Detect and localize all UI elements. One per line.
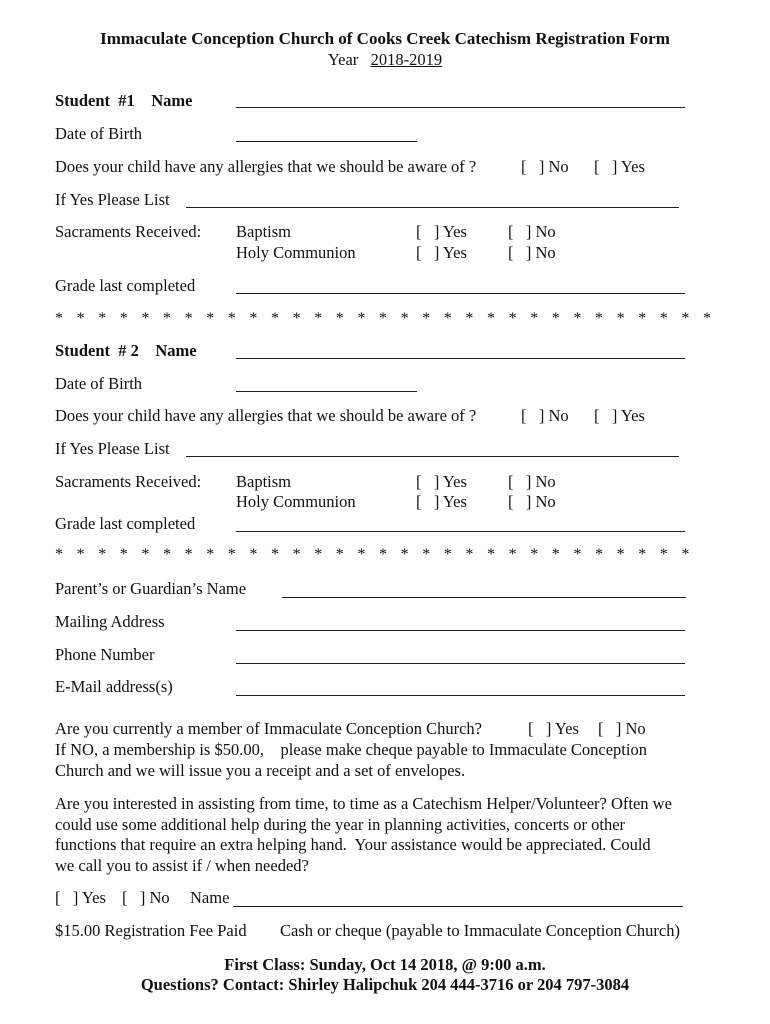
volunteer-name-field[interactable] [233, 906, 683, 907]
student2-dob-field[interactable] [236, 391, 417, 392]
student1-allergy-yes-checkbox[interactable]: [ ] Yes [594, 157, 645, 176]
student1-allergy-no-checkbox[interactable]: [ ] No [521, 157, 569, 176]
phone-field[interactable] [236, 663, 685, 664]
volunteer-yes-checkbox[interactable]: [ ] Yes [55, 888, 106, 907]
student2-allergy-yes-checkbox[interactable]: [ ] Yes [594, 406, 645, 425]
student1-heading: Student #1 Name [55, 91, 193, 110]
student2-allergy-question: Does your child have any allergies that we should be aware of ? [55, 406, 477, 425]
student2-grade-field[interactable] [236, 531, 685, 532]
student1-grade-label: Grade last completed [55, 276, 196, 295]
student2-grade-label: Grade last completed [55, 514, 196, 533]
fee-label: $15.00 Registration Fee Paid [55, 921, 247, 940]
student1-list-label: If Yes Please List [55, 190, 170, 209]
student2-dob-label: Date of Birth [55, 374, 143, 393]
year-label: Year [327, 50, 359, 69]
student1-name-field[interactable] [236, 107, 685, 108]
student1-allergy-question: Does your child have any allergies that we should be aware of ? [55, 157, 477, 176]
student1-baptism-no-checkbox[interactable]: [ ] No [508, 222, 556, 241]
mailing-address-field[interactable] [236, 630, 685, 631]
volunteer-name-label: Name [190, 888, 230, 907]
first-class-info: First Class: Sunday, Oct 14 2018, @ 9:00 a.m. [224, 955, 546, 974]
questions-contact: Questions? Contact: Shirley Halipchuk 204 444-3716 or 204 797-3084 [140, 975, 630, 994]
membership-question: Are you currently a member of Immaculate Conception Church? [55, 719, 483, 738]
student1-grade-field[interactable] [236, 293, 685, 294]
email-field[interactable] [236, 695, 685, 696]
student2-baptism-label: Baptism [236, 472, 292, 491]
student1-allergy-list-field[interactable] [186, 207, 679, 208]
volunteer-line3: functions that require an extra helping hand. Your assistance would be appreciated. Could [55, 835, 651, 854]
student2-baptism-no-checkbox[interactable]: [ ] No [508, 472, 556, 491]
student1-communion-yes-checkbox[interactable]: [ ] Yes [416, 243, 467, 262]
student1-communion-label: Holy Communion [236, 243, 356, 262]
student2-communion-no-checkbox[interactable]: [ ] No [508, 492, 556, 511]
student1-communion-no-checkbox[interactable]: [ ] No [508, 243, 556, 262]
membership-note-line2: Church and we will issue you a receipt and a set of envelopes. [55, 761, 466, 780]
address-label: Mailing Address [55, 612, 165, 631]
student1-baptism-yes-checkbox[interactable]: [ ] Yes [416, 222, 467, 241]
student2-communion-yes-checkbox[interactable]: [ ] Yes [416, 492, 467, 511]
form-title: Immaculate Conception Church of Cooks Creek Catechism Registration Form [100, 29, 670, 48]
student2-heading: Student # 2 Name [55, 341, 197, 360]
email-label: E-Mail address(s) [55, 677, 173, 696]
guardian-label: Parent’s or Guardian’s Name [55, 579, 247, 598]
volunteer-line1: Are you interested in assisting from time, to time as a Catechism Helper/Volunteer? Often we [55, 794, 672, 813]
student1-dob-label: Date of Birth [55, 124, 143, 143]
guardian-name-field[interactable] [282, 597, 686, 598]
student2-communion-label: Holy Communion [236, 492, 356, 511]
year-value: 2018-2019 [370, 50, 443, 69]
student2-sacraments-label: Sacraments Received: [55, 472, 202, 491]
phone-label: Phone Number [55, 645, 155, 664]
student1-baptism-label: Baptism [236, 222, 292, 241]
volunteer-line2: could use some additional help during the year in planning activities, concerts or other [55, 815, 626, 834]
membership-yes-checkbox[interactable]: [ ] Yes [528, 719, 579, 738]
student2-name-field[interactable] [236, 358, 685, 359]
student2-allergy-no-checkbox[interactable]: [ ] No [521, 406, 569, 425]
membership-no-checkbox[interactable]: [ ] No [598, 719, 646, 738]
volunteer-no-checkbox[interactable]: [ ] No [122, 888, 170, 907]
student1-dob-field[interactable] [236, 141, 417, 142]
student1-sacraments-label: Sacraments Received: [55, 222, 202, 241]
divider-stars-1: * * * * * * * * * * * * * * * * * * * * * * * * * * * * * * * [55, 310, 711, 327]
divider-stars-2: * * * * * * * * * * * * * * * * * * * * * * * * * * * * * * [55, 546, 690, 563]
fee-method: Cash or cheque (payable to Immaculate Conception Church) [280, 921, 680, 940]
year-line [0, 50, 770, 70]
student2-allergy-list-field[interactable] [186, 456, 679, 457]
volunteer-line4: we call you to assist if / when needed? [55, 856, 309, 875]
student2-list-label: If Yes Please List [55, 439, 170, 458]
membership-note-line1: If NO, a membership is $50.00, please make cheque payable to Immaculate Conception [55, 740, 647, 759]
student2-baptism-yes-checkbox[interactable]: [ ] Yes [416, 472, 467, 491]
